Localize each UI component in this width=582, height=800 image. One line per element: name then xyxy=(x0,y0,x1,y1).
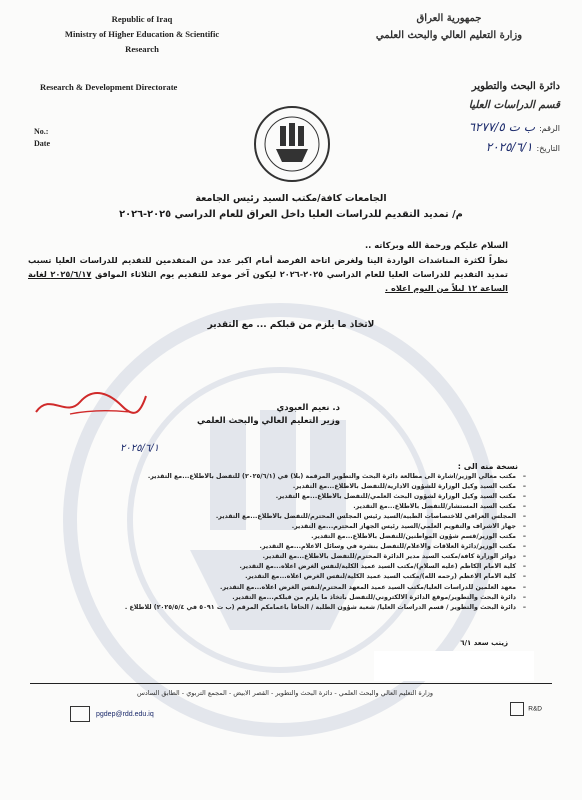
body-paragraph-2: ٢٠٢٥/٦/١٧ لغاية الساعة ١٢ ليلاً من اليوم اعلاه . xyxy=(28,269,508,293)
body-paragraph-1: نظراً لكثرة المناشدات الواردة الينا ولغرض اتاحة الفرصة أمام اكبر عدد من المتقدمين للتقديم للدراسات العليا تسبب تمديد التقديم للدراسات العليا للعام الدراسي ٢٠٢٥-٢٠٢٦ ليكون آخر موعد للتقديم يوم الثلاثاء الموافق xyxy=(28,255,508,279)
cc-item: – المجلس العراقي للاختصاصات الطبية/السيد رئيس المجلس المحترم/للتفضل بالاطلاع...مع التقدير. xyxy=(40,512,526,522)
ar-date-value: ٢٠٢٥/٦/١ xyxy=(485,140,533,154)
qr-icon xyxy=(510,702,524,716)
ref-value: ب ت ٦٢٧٧/٥ xyxy=(468,120,536,134)
ref-label: الرقم: xyxy=(539,124,560,133)
footer-qr-label: R&D xyxy=(528,705,542,713)
cc-list xyxy=(40,472,526,613)
addressee: الجامعات كافة/مكتب السيد رئيس الجامعة xyxy=(195,193,387,204)
signer-name: د. نعيم العبودي xyxy=(276,403,340,413)
cc-item: – دوائر الوزارة كافة/مكتب السيد مدير الدائرة المحترم/للتفضل بالاطلاع...مع التقدير. xyxy=(40,552,526,562)
signature-date: ٢٠٢٥/٦/١ xyxy=(120,443,159,454)
signer-block xyxy=(150,402,340,428)
header-en-line1: Republic of Iraq xyxy=(111,14,173,24)
cc-item: – جهاز الاشراف والتقويم العلمي/السيد رئيس الجهاز المحترم...مع التقدير. xyxy=(40,522,526,532)
footer-divider xyxy=(30,683,552,684)
header-ar-line1: جمهورية العراق xyxy=(416,13,482,24)
cc-item: – مكتب السيد المستشار/للتفضل بالاطلاع...مع التقدير. xyxy=(40,502,526,512)
date-label: Date xyxy=(34,139,50,148)
cc-item: – مكتب السيد وكيل الوزارة للشؤون الادارية/للتفضل بالاطلاع...مع التقدير. xyxy=(40,482,526,492)
cc-item: – كلية الامام الكاظم (عليه السلام)/مكتب السيد عميد الكلية/لنفس الغرض اعلاه...مع التقدير. xyxy=(40,562,526,572)
handwritten-signature xyxy=(30,384,150,424)
header-ar-line2: وزارة التعليم العالي والبحث العلمي xyxy=(375,30,523,41)
cc-item: – مكتب السيد وكيل الوزارة لشؤون البحث العلمي/للتفضل بالاطلاع...مع التقدير. xyxy=(40,492,526,502)
cc-item: – مكتب الوزير/دائرة العلاقات والاعلام/للتفضل بنشره في وسائل الاعلام...مع التقدير. xyxy=(40,542,526,552)
footer-email: pgdep@rdd.edu.iq xyxy=(96,711,154,718)
signer-title: وزير التعليم العالي والبحث العلمي xyxy=(196,416,340,426)
ar-date-label: التاريخ: xyxy=(536,144,560,153)
greeting: السلام عليكم ورحمة الله وبركاته .. xyxy=(364,240,508,250)
header-ar-dept: دائرة البحث والتطوير xyxy=(471,81,560,92)
cc-item: – مكتب معالي الوزير/اشارة الى مطالعة دائرة البحث والتطوير المرقمة (بلا) في (٢٠٢٥/٦/١) للتفضل بالاطلاع...مع التقدير. xyxy=(40,472,526,482)
cc-item: – كلية الامام الاعظم (رحمه الله)/مكتب السيد عميد الكلية/لنفس الغرض اعلاه...مع التقدير. xyxy=(40,572,526,582)
subject-line: م/ تمديد التقديم للدراسات العليا داخل العراق للعام الدراسي ٢٠٢٥-٢٠٢٦ xyxy=(119,209,463,220)
cc-item: – دائرة البحث والتطوير / قسم الدراسات العليا/ شعبة شؤون الطلبة / الحاقاً باعمامكم المرقم (ب ت ٥٠٩١ في ٢٠٢٥/٥/٤) للاطلاع . xyxy=(40,603,526,613)
english-ref-labels xyxy=(34,126,50,150)
english-header xyxy=(22,12,262,57)
email-icon xyxy=(70,706,90,722)
initials-line1: زينب سعد ٦/١ xyxy=(460,639,508,647)
header-ar-section: قسم الدراسات العليا xyxy=(468,99,560,111)
closing-line: لاتخاذ ما يلزم من قبلكم ... مع التقدير xyxy=(207,320,375,330)
header-en-line3: Research xyxy=(125,44,159,54)
ministry-logo xyxy=(252,104,332,184)
cc-item: – معهد العلمين للدراسات العليا/مكتب السيد عميد المعهد المحترم/لنفس الغرض اعلاه...مع التقدير. xyxy=(40,583,526,593)
no-label: No.: xyxy=(34,127,49,136)
header-en-line2: Ministry of Higher Education & Scientific xyxy=(64,29,220,39)
redacted-stamp-area xyxy=(374,651,534,681)
header-en-dept: Research & Development Directorate xyxy=(40,82,178,92)
arabic-dept-block xyxy=(400,78,560,114)
arabic-ref-block xyxy=(390,118,560,158)
cc-title: نسخة منه الى : xyxy=(457,462,518,471)
cc-item: – مكتب الوزير/قسم شؤون المواطنين/للتفضل بالاطلاع...مع التقدير. xyxy=(40,532,526,542)
cc-item: – دائرة البحث والتطوير/موقع الدائرة الالكتروني/للتفضل باتخاذ ما يلزم من قبلكم...مع التقدير. xyxy=(40,593,526,603)
arabic-header xyxy=(334,10,564,44)
footer-address: وزارة التعليم العالي والبحث العلمي - دائرة البحث والتطوير - القصر الابيض - المجمع التربوي - الطابق السادس xyxy=(136,689,434,697)
letter-body xyxy=(28,253,508,295)
footer-logo-block xyxy=(462,702,542,718)
